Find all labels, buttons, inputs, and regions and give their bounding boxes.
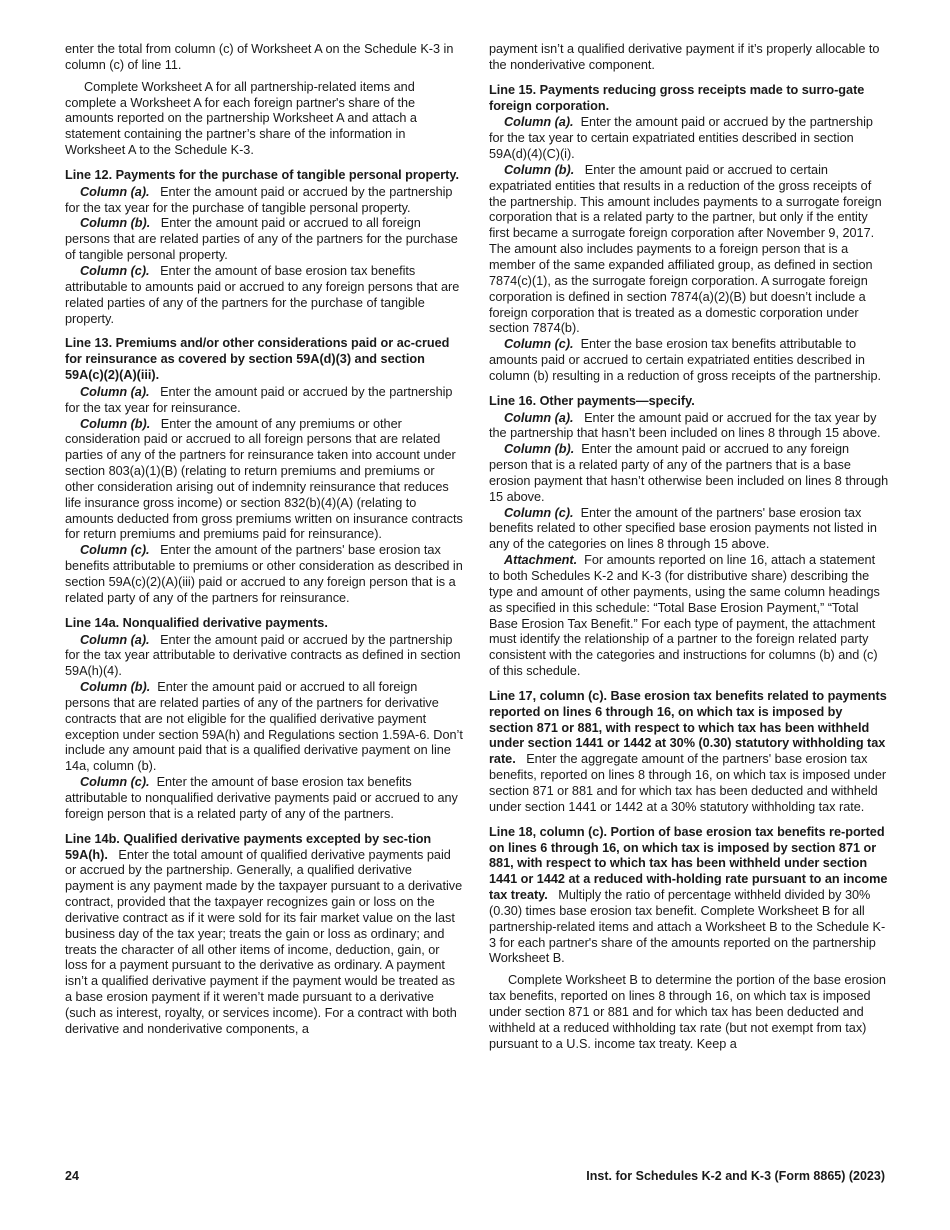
line-12-column-c — [65, 264, 463, 327]
column-c-label: Column (c). — [80, 543, 150, 558]
column-a-label: Column (a). — [80, 384, 150, 399]
column-c-text: Enter the amount of base erosion tax benefits attributable to amounts paid or accrued to any foreign persons that are related parties of any of the partners for the purchase of tangible property. — [65, 263, 460, 326]
line-16-heading: Line 16. Other payments—specify. — [489, 393, 695, 408]
line-14a-column-a — [65, 633, 463, 681]
attachment-label: Attachment. — [504, 553, 578, 568]
line-16-column-a — [489, 411, 889, 443]
column-c-text: Enter the amount of base erosion tax benefits attributable to nonqualified derivative payments paid or accrued to any foreign person that is a related party of any of the partners. — [65, 775, 458, 821]
column-b-label: Column (b). — [80, 416, 151, 431]
column-c-text: Enter the base erosion tax benefits attributable to amounts paid or accrued to certain expatriated entities described in column (b) resulting in a reduction of gross receipts of the partnership. — [489, 337, 882, 383]
line-16-column-c — [489, 506, 889, 554]
column-b-label: Column (b). — [80, 216, 151, 231]
right-intro-paragraph: payment isn’t a qualified derivative payment if it’s properly allocable to the nonderivative component. — [489, 42, 880, 72]
line-14b-section — [65, 832, 463, 1038]
worksheet-b-paragraph: Complete Worksheet B to determine the portion of the base erosion tax benefits, reported on lines 8 through 16, on which tax is imposed under section 871 or 881 and for which tax has been deducted and withheld at a reduced withholding tax rate (but not exempt from tax) pursuant to a U.S. income tax treaty. Keep a — [489, 973, 886, 1051]
column-b-label: Column (b). — [80, 680, 151, 695]
column-b-label: Column (b). — [504, 162, 575, 177]
column-c-text: Enter the amount of the partners' base erosion tax benefits attributable to premiums or other consideration as described in section 59A(c)(2)(A)(iii) paid or accrued to any foreign person that is a related party of any of the partners for reinsurance. — [65, 543, 463, 605]
left-column — [65, 42, 463, 1039]
column-a-text: Enter the amount paid or accrued by the partnership for the tax year attributable to derivative contracts as defined in section 59A(h)(4). — [65, 632, 461, 679]
column-a-label: Column (a). — [504, 410, 574, 425]
column-c-label: Column (c). — [80, 775, 150, 790]
line-16-attachment — [489, 553, 889, 680]
line-18-heading: Line 18, column (c). Portion of base erosion tax benefits re-ported on lines 6 through 16, on which tax is imposed by section 871 or 881, with respect to which tax has been withheld under section 1441 or 1442 at a reduced with-holding rate pursuant to an income tax treaty. — [489, 824, 888, 903]
column-a-label: Column (a). — [80, 632, 150, 647]
line-14a-column-b — [65, 680, 463, 775]
page-number: 24 — [65, 1169, 79, 1183]
attachment-text: For amounts reported on line 16, attach a statement to both Schedules K-2 and K-3 (for distributive share) describing the type and amount of other payments, using the same column headings as specified in this schedule: “Total Base Erosion Payment,” “Total Base Erosion Tax Benefit.” For each type of payment, the attachment must identify the relationship of a partner to the foreign related party consistent with the categories and instructions for columns (b) and (c) of this schedule. — [489, 553, 880, 679]
column-c-text: Enter the amount of the partners' base erosion tax benefits related to other specified base erosion payments not listed in any of the categories on lines 8 through 15 above. — [489, 505, 877, 552]
column-a-text: Enter the amount paid or accrued for the tax year by the partnership that hasn’t been included on lines 8 through 15 above. — [489, 410, 881, 441]
line-12-column-b — [65, 216, 463, 264]
line-13-column-b — [65, 417, 463, 544]
column-a-label: Column (a). — [80, 184, 150, 199]
column-b-text: Enter the amount paid or accrued to any foreign person that is a related party of any of the partners that is a base erosion payment that hasn’t otherwise been included on lines 8 through 15 above. — [489, 442, 889, 504]
line-17-section — [489, 689, 889, 816]
line-15-column-c — [489, 337, 889, 385]
line-15-column-b — [489, 163, 889, 337]
column-b-text: Enter the amount paid or accrued to all foreign persons that are related parties of any of the partners for the purchase of tangible personal property. — [65, 216, 458, 263]
column-b-label: Column (b). — [504, 442, 575, 457]
form-title: Inst. for Schedules K-2 and K-3 (Form 8865) (2023) — [586, 1169, 885, 1183]
line-14b-text: Enter the total amount of qualified derivative payments paid or accrued by the partnership. Generally, a qualified derivative payment is any payment made by the taxpayer pursuant to a derivative contract, provided that the taxpayer recognizes gain or loss on the derivative contract as if it were sold for its fair market value on the last business day of the tax year; treats the gain or loss as ordinary; and treats the character of all other items of income, deduction, gain, or loss for a payment pursuant to the derivative as ordinary. A payment isn’t a qualified derivative payment if the payment would be treated as a base erosion payment if it weren’t made pursuant to a derivative (such as interest, royalty, or services income). For a contract with both derivative and nonderivative components, a — [65, 847, 463, 1036]
left-intro-paragraph: enter the total from column (c) of Worksheet A on the Schedule K-3 in column (c) of line 11. — [65, 42, 454, 72]
line-13-column-c — [65, 543, 463, 606]
column-a-text: Enter the amount paid or accrued by the partnership for the tax year for reinsurance. — [65, 384, 453, 415]
column-a-text: Enter the amount paid or accrued by the partnership for the tax year for the purchase of tangible personal property. — [65, 184, 453, 215]
column-b-text: Enter the amount of any premiums or other consideration paid or accrued to all foreign persons that are related parties of any of the partners for reinsurance taken into account under section 803(a)(1)(B) (relating to return premiums and premiums or other consideration arising out of indemnity reinsurance that reduces life insurance gross income) or section 832(b)(4)(A) (relating to amounts deducted from gross premiums written on insurance contracts for return premiums and premiums paid for reinsurance). — [65, 416, 463, 542]
line-15-column-a — [489, 115, 889, 163]
line-12-heading: Line 12. Payments for the purchase of tangible personal property. — [65, 167, 459, 182]
line-14b-heading: Line 14b. Qualified derivative payments excepted by sec-tion 59A(h). — [65, 831, 432, 862]
line-12-column-a — [65, 185, 463, 217]
column-a-text: Enter the amount paid or accrued by the partnership for the tax year to certain expatriated entities described in section 59A(d)(4)(C)(i). — [489, 115, 873, 162]
column-a-label: Column (a). — [504, 115, 574, 130]
line-18-text: Multiply the ratio of percentage withheld divided by 30% (0.30) times base erosion tax benefit. Complete Worksheet B for all partnership-related items and attach a Worksheet B to the Schedule K-3 for each partner's share of the amounts reported on the partnership Worksheet B. — [489, 888, 886, 966]
worksheet-a-paragraph: Complete Worksheet A for all partnership-related items and complete a Worksheet A for each foreign partner's share of the amounts reported on the partnership Worksheet A and attach a statement containing the partner’s share of the information in Worksheet A to the Schedule K-3. — [65, 79, 417, 158]
line-13-column-a — [65, 385, 463, 417]
line-14a-column-c — [65, 775, 463, 823]
line-18-section — [489, 825, 889, 968]
column-c-label: Column (c). — [504, 505, 574, 520]
line-17-heading: Line 17, column (c). Base erosion tax benefits related to payments reported on lines 6 through 16, on which tax is imposed by section 871 or 881, with respect to which tax has been withheld under section 1441 or 1442 at 30% (0.30) statutory withholding tax rate. — [489, 688, 887, 767]
line-13-heading: Line 13. Premiums and/or other considerations paid or ac-crued for reinsurance as covered by section 59A(d)(3) and section 59A(c)(2)(A)(iii). — [65, 336, 450, 383]
line-14a-heading: Line 14a. Nonqualified derivative payments. — [65, 615, 328, 630]
line-16-column-b — [489, 442, 889, 505]
column-c-label: Column (c). — [504, 337, 574, 352]
column-b-text: Enter the amount paid or accrued to certain expatriated entities that results in a reduction of the gross receipts of the partnership. This amount includes payments to a surrogate foreign corporation that is a related party to the partner, but only if the entity first became a surrogate foreign corporation after November 9, 2017. The amount also includes payments to a foreign person that is a member of the same expanded affiliated group, as defined in section 7874(c)(1), as the surrogate foreign corporation. A surrogate foreign corporation is defined in section 7874(a)(2)(B) but doesn’t include a foreign corporation that is treated as a domestic corporation under section 7874(b). — [489, 162, 882, 336]
line-17-text: Enter the aggregate amount of the partners' base erosion tax benefits, reported on lines 8 through 16, on which tax is imposed under section 871 or 881 and for which tax has been deducted and withheld under section 1441 or 1442 at a 30% statutory withholding tax rate. — [489, 752, 887, 814]
column-b-text: Enter the amount paid or accrued to all foreign persons that are related parties of any of the partners for derivative contracts that are not eligible for the qualified derivative payment exception under section 59A(h) and Regulations section 1.59A-6. Don’t include any amount paid that is a qualified derivative payment on line 14a, column (b). — [65, 680, 463, 774]
line-15-heading: Line 15. Payments reducing gross receipts made to surro-gate foreign corporation. — [489, 82, 865, 113]
right-column — [489, 42, 889, 1052]
column-c-label: Column (c). — [80, 263, 150, 278]
